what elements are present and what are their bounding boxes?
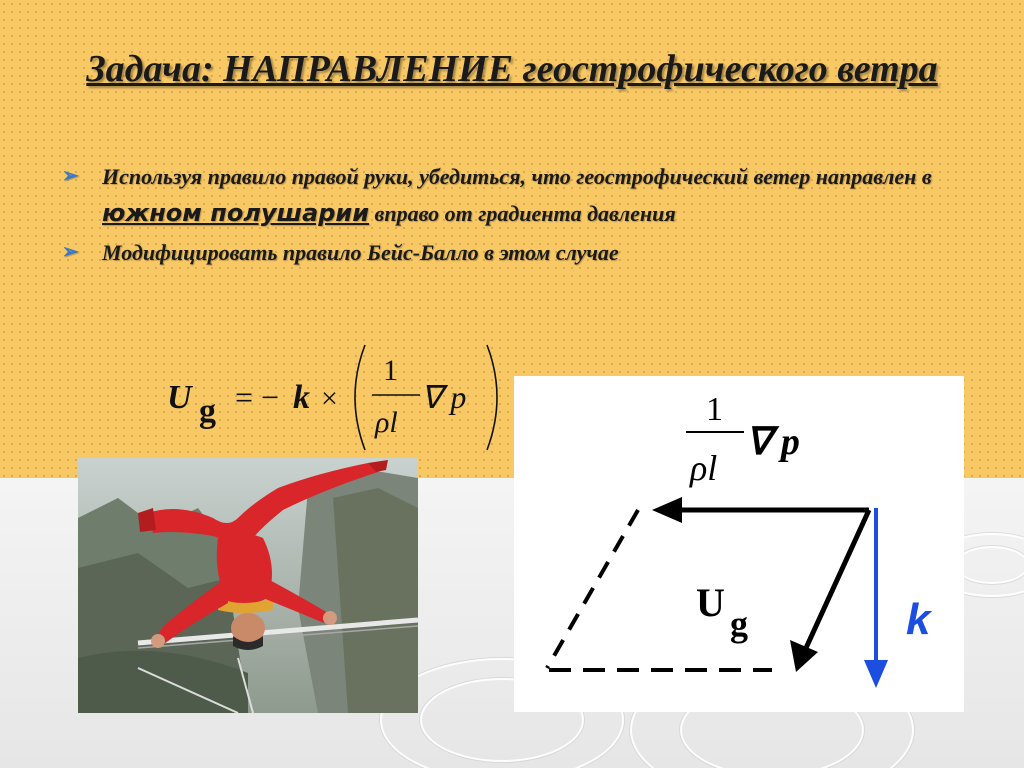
diagram-ug-subscript: g xyxy=(730,604,748,644)
diagram-denominator: ρl xyxy=(690,448,718,488)
diagram-numerator: 1 xyxy=(706,391,723,428)
geostrophic-wind-vector xyxy=(806,510,869,648)
bullet-emphasis: южном полушарии xyxy=(102,199,370,227)
bullet-text-part: вправо от градиента давления xyxy=(369,201,676,226)
formula-left-paren xyxy=(355,345,365,450)
formula-right-paren xyxy=(487,345,497,450)
arrow-bullet-icon: ➢ xyxy=(62,241,79,263)
slide-title: Задача: НАПРАВЛЕНИЕ геострофического ветра xyxy=(86,48,938,90)
diagram-k-label: k xyxy=(906,595,931,644)
formula-subscript-g: g xyxy=(199,393,216,430)
formula-numerator: 1 xyxy=(383,354,398,387)
bullet-text: Модифицировать правило Бейс-Балло в этом случае xyxy=(102,240,619,265)
vector-diagram xyxy=(514,376,964,712)
dashed-left-edge xyxy=(547,510,638,668)
ripple-decoration xyxy=(955,546,1024,584)
acrobat-photo xyxy=(78,458,418,713)
geostrophic-wind-arrowhead xyxy=(790,640,818,672)
bullet-item xyxy=(62,158,962,232)
bullet-item xyxy=(62,234,962,271)
formula-equals: = − xyxy=(235,379,280,415)
diagram-nabla-p: ∇ p xyxy=(746,421,800,463)
formula-u: U xyxy=(167,379,192,416)
diagram-ug-main: U xyxy=(696,580,725,625)
formula-nabla-p: ∇ p xyxy=(421,379,467,415)
formula-times: × xyxy=(321,382,338,415)
formula-denominator: ρl xyxy=(375,406,398,439)
arrow-bullet-icon: ➢ xyxy=(62,165,79,187)
bullet-list xyxy=(62,158,962,273)
k-vector-arrowhead xyxy=(864,660,888,688)
pressure-gradient-arrowhead xyxy=(652,497,682,523)
geostrophic-wind-formula xyxy=(165,340,510,455)
formula-k: k xyxy=(293,379,310,416)
bullet-text-part: Используя правило правой руки, убедиться, что геострофический ветер направлен в xyxy=(102,164,932,189)
